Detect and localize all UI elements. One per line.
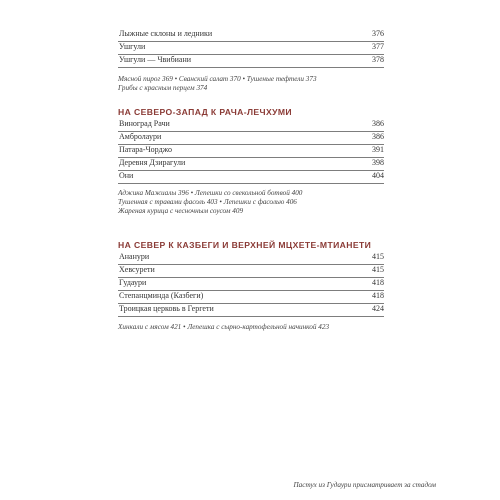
toc-entry[interactable] [118,290,384,304]
toc-entry-label: Амбролаури [119,132,162,141]
toc-entry-label: Они [119,171,134,180]
recipe-list [118,323,388,332]
toc-entry[interactable] [118,277,384,291]
recipe-line: Аджика Мажиалы 396 • Лепешки со свекольной ботвой 400 [118,189,303,197]
toc-entry[interactable] [118,157,384,171]
recipe-line: Жареная курица с чесночным соусом 409 [118,207,244,215]
toc-entry[interactable] [118,144,384,158]
toc-entry[interactable] [118,54,384,68]
toc-entry-page: 415 [372,265,384,274]
toc-entry-label: Троицкая церковь в Гергети [119,304,214,313]
toc-entry-label: Ушгули — Чвибиани [119,55,192,64]
toc-entry-label: Лыжные склоны и ледники [119,29,213,38]
toc-entry[interactable] [118,303,384,317]
toc-entry-label: Ушгули [119,42,146,51]
section-heading: НА СЕВЕРО-ЗАПАД К РАЧА-ЛЕЧХУМИ [118,107,293,117]
toc-entry-label: Гудаури [119,278,147,287]
photo-caption: Пастух из Гудаури присматривает за стадом [293,481,436,489]
toc-entry-label: Степанцминда (Казбеги) [119,291,204,300]
toc-entry-label: Виноград Рачи [119,119,170,128]
recipe-line: Мясной пирог 369 • Сванский салат 370 • Тушеные тефтели 373 [118,75,317,83]
recipe-list [118,75,388,93]
recipe-line: Грибы с красным перцем 374 [118,84,208,92]
toc-entry-page: 386 [372,132,384,141]
toc-entry-page: 377 [372,42,384,51]
toc-entry[interactable] [118,41,384,55]
recipe-list [118,189,388,216]
toc-entry-label: Ананури [119,252,150,261]
toc-entry[interactable] [118,28,384,42]
toc-entry-page: 378 [372,55,384,64]
toc-entry-page: 398 [372,158,384,167]
toc-entry-page: 418 [372,278,384,287]
toc-entry-page: 391 [372,145,384,154]
toc-entry-label: Деревня Дзирагули [119,158,186,167]
toc-entry-page: 376 [372,29,384,38]
toc-entry-label: Хевсурети [119,265,155,274]
recipe-line: Хинкали с мясом 421 • Лепешка с сырно-картофельной начинкой 423 [118,323,330,331]
toc-entry[interactable] [118,264,384,278]
toc-entry-page: 386 [372,119,384,128]
toc-entry-page: 424 [372,304,384,313]
toc-entry-page: 418 [372,291,384,300]
toc-entry[interactable] [118,251,384,265]
section-heading: НА СЕВЕР К КАЗБЕГИ И ВЕРХНЕЙ МЦХЕТЕ-МТИАНЕТИ [118,240,372,250]
toc-entry[interactable] [118,118,384,132]
toc-entry[interactable] [118,170,384,184]
toc-entry-page: 404 [372,171,384,180]
toc-entry[interactable] [118,131,384,145]
toc-entry-page: 415 [372,252,384,261]
toc-entry-label: Патара-Чорджо [119,145,172,154]
recipe-line: Тушенная с травами фасоль 403 • Лепешки с фасолью 406 [118,198,297,206]
